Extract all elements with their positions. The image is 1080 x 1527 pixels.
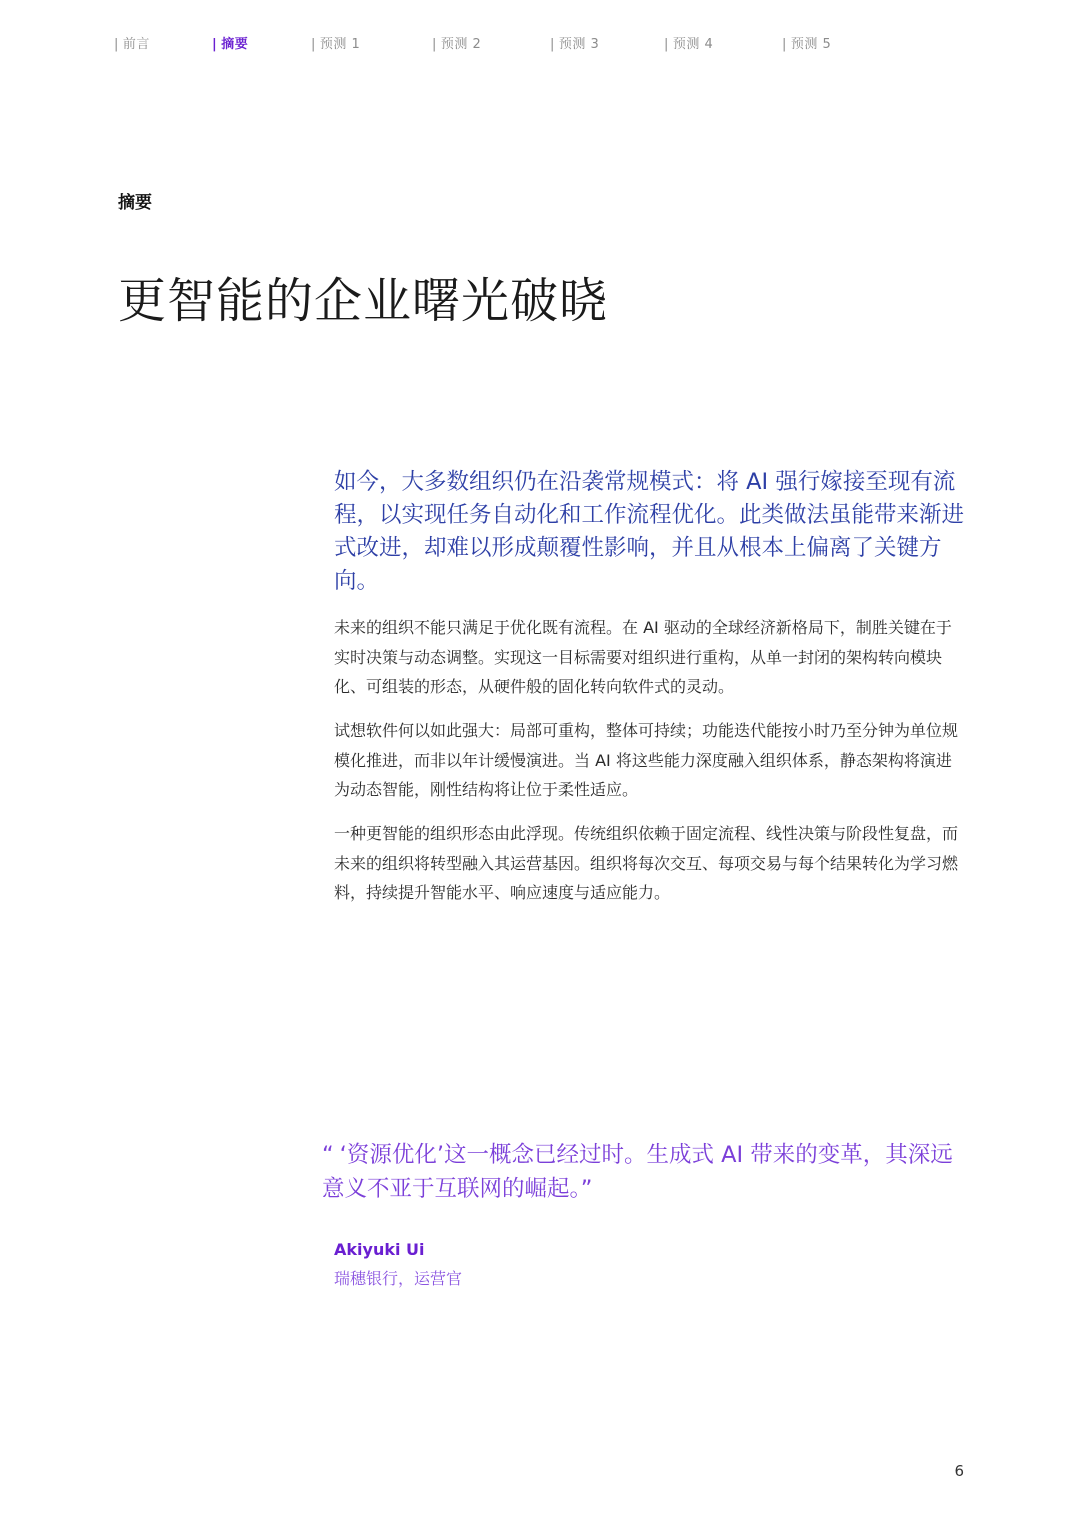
nav-separator: | <box>432 37 437 52</box>
body-paragraph-3: 一种更智能的组织形态由此浮现。传统组织依赖于固定流程、线性决策与阶段性复盘，而未来的组织将转型融入其运营基因。组织将每次交互、每项交易与每个结果转化为学习燃料，持续提升智能水平、响应速度与适应能力。 <box>334 824 959 902</box>
quote-author-name: Akiyuki Ui <box>334 1240 425 1259</box>
nav-item-prediction-5[interactable] <box>782 33 831 52</box>
nav-item-label: 预测 2 <box>440 37 482 52</box>
body-paragraph-1: 未来的组织不能只满足于优化既有流程。在 AI 驱动的全球经济新格局下，制胜关键在于实时决策与动态调整。实现这一目标需要对组织进行重构，从单一封闭的架构转向模块化、可组装的形态，从硬件般的固化转向软件式的灵动。 <box>334 618 952 696</box>
nav-separator: | <box>114 37 119 52</box>
pull-quote <box>322 1138 972 1206</box>
nav-separator: | <box>212 37 218 52</box>
quote-open-mark: “ <box>322 1142 334 1168</box>
nav-item-label: 摘要 <box>221 37 249 52</box>
nav-item-label: 前言 <box>122 37 150 52</box>
nav-item-summary[interactable] <box>212 33 248 52</box>
nav-item-prediction-4[interactable] <box>664 33 713 52</box>
page-title: 更智能的企业曙光破晓 <box>118 273 609 329</box>
page-number: 6 <box>954 1462 964 1480</box>
quote-author-title: 瑞穗银行，运营官 <box>334 1269 463 1288</box>
nav-separator: | <box>664 37 669 52</box>
nav-item-label: 预测 5 <box>790 37 832 52</box>
nav-item-label: 预测 4 <box>672 37 714 52</box>
nav-separator: | <box>550 37 555 52</box>
nav-item-prediction-3[interactable] <box>550 33 599 52</box>
section-label: 摘要 <box>118 193 152 213</box>
intro-paragraph: 如今，大多数组织仍在沿袭常规模式：将 AI 强行嫁接至现有流程，以实现任务自动化和工作流程优化。此类做法虽能带来渐进式改进，却难以形成颠覆性影响，并且从根本上偏离了关键方向。 <box>334 469 965 594</box>
quote-text: ‘资源优化’这一概念已经过时。生成式 AI 带来的变革，其深远意义不亚于互联网的崛起。” <box>322 1142 953 1202</box>
section-navigation <box>0 33 1080 53</box>
nav-item-prediction-1[interactable] <box>311 33 360 52</box>
nav-separator: | <box>782 37 787 52</box>
nav-separator: | <box>311 37 316 52</box>
nav-item-label: 预测 3 <box>558 37 600 52</box>
nav-item-prediction-2[interactable] <box>432 33 481 52</box>
nav-item-label: 预测 1 <box>319 37 361 52</box>
body-paragraph-2: 试想软件何以如此强大：局部可重构，整体可持续；功能迭代能按小时乃至分钟为单位规模化推进，而非以年计缓慢演进。当 AI 将这些能力深度融入组织体系，静态架构将演进为动态智能，刚性结构将让位于柔性适应。 <box>334 721 959 799</box>
nav-item-preface[interactable] <box>114 33 150 52</box>
